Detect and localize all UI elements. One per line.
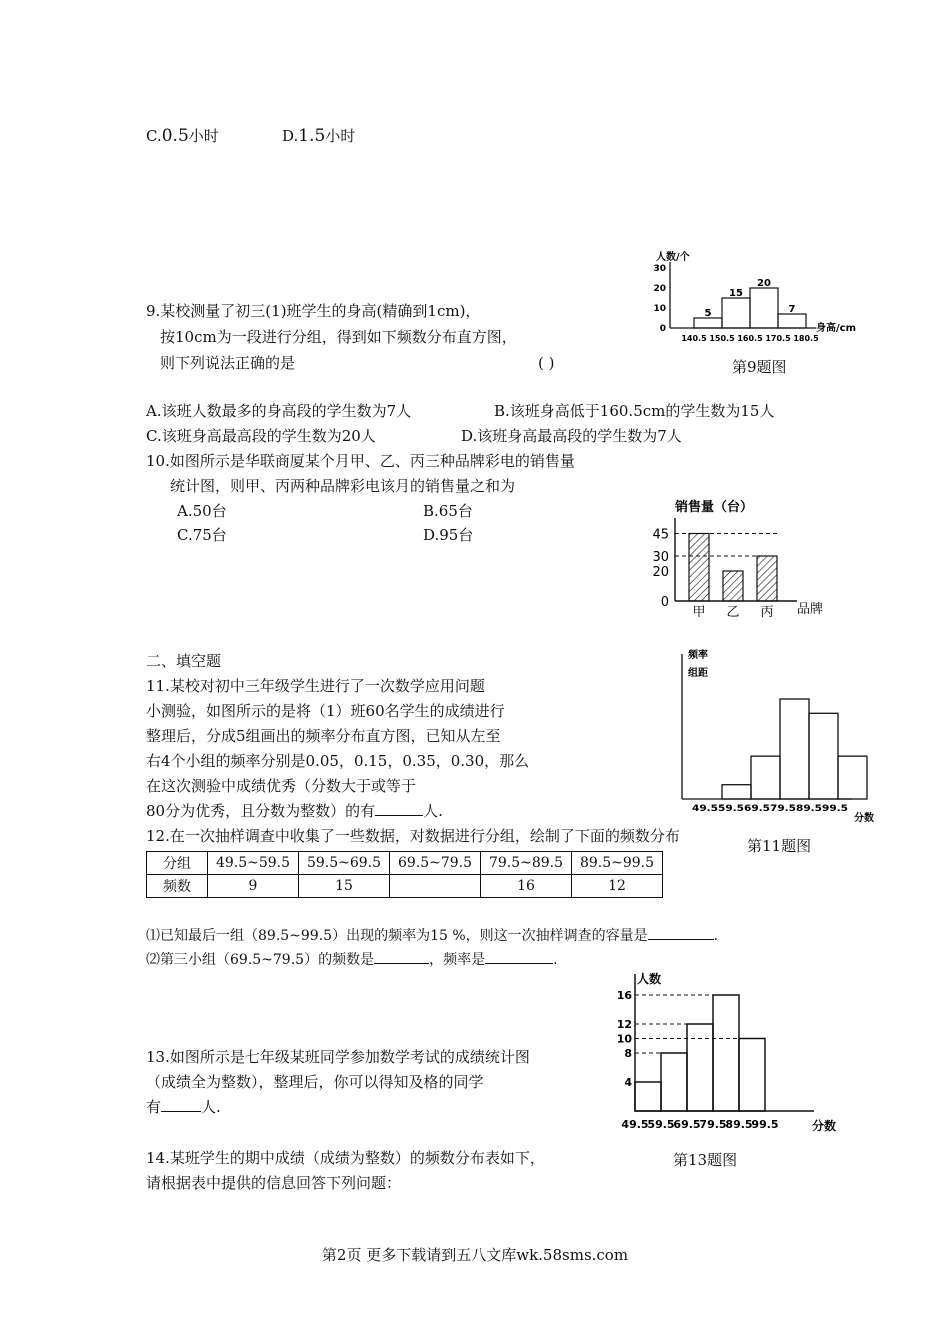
q8-option-c-value: 0.5 <box>161 126 189 146</box>
q10-line-2: 统计图，则甲、丙两种品牌彩电该月的销售量之和为 <box>170 477 516 495</box>
y-axis-label-bottom: 组距 <box>688 668 708 679</box>
q12-sub-2 <box>146 949 558 970</box>
histogram-bar <box>687 1024 713 1111</box>
y-axis-label-top: 频率 <box>688 650 708 661</box>
q9-option-d: D.该班身高最高段的学生数为7人 <box>461 427 682 445</box>
page-footer: 第2页 更多下载请到五八文库wk.58sms.com <box>321 1246 629 1264</box>
q11-line-2: 小测验，如图所示的是将（1）班60名学生的成绩进行 <box>146 702 505 720</box>
x-category-label: 丙 <box>760 605 774 619</box>
histogram-bar <box>722 785 751 799</box>
q9-figure-caption: 第9题图 <box>732 358 787 376</box>
table-cell: 9 <box>208 875 299 898</box>
q13-figure-caption: 第13题图 <box>673 1151 738 1169</box>
q11-line-1: 11.某校对初中三年级学生进行了一次数学应用问题 <box>146 677 485 695</box>
table-cell: 49.5~59.5 <box>208 852 299 875</box>
q12-sample-size-blank[interactable] <box>648 925 714 940</box>
q12-sub-1-text: ⑴已知最后一组（89.5~99.5）出现的频率为15 %，则这一次抽样调查的容量是 <box>146 928 648 944</box>
q8-option-d-value: 1.5 <box>298 126 326 146</box>
q9-height-histogram <box>640 250 865 350</box>
x-axis-label: 分数 <box>854 813 874 824</box>
y-axis-label: 人数/个 <box>656 252 690 263</box>
histogram-bar <box>661 1053 687 1111</box>
q8-option-d-letter: D. <box>282 127 299 145</box>
q11-line-6-end: 人. <box>423 802 443 820</box>
sales-bar <box>689 534 709 602</box>
histogram-bar <box>809 713 838 799</box>
q10-option-c: C.75台 <box>177 526 227 544</box>
q14-line-1: 14.某班学生的期中成绩（成绩为整数）的频数分布表如下， <box>146 1149 545 1167</box>
q8-option-c <box>146 126 219 146</box>
q10-line-1: 10.如图所示是华联商厦某个月甲、乙、丙三种品牌彩电的销售量 <box>146 452 575 470</box>
y-tick-label: 45 <box>652 527 669 543</box>
histogram-bar <box>722 298 750 328</box>
q9-line-3: 则下列说法正确的是 <box>160 354 296 372</box>
q12-sub-2-mid: ，频率是 <box>429 952 486 968</box>
q9-option-c: C.该班身高最高段的学生数为20人 <box>146 427 376 445</box>
x-tick-label: 99.5 <box>751 1118 779 1131</box>
q9-option-a: A.该班人数最多的身高段的学生数为7人 <box>146 402 412 420</box>
histogram-bar <box>635 1082 661 1111</box>
histogram-bar <box>739 1039 765 1112</box>
bar-value-label: 20 <box>757 278 771 289</box>
y-tick-label: 0 <box>659 324 666 334</box>
y-tick-label: 16 <box>616 989 632 1002</box>
q11-line-4: 右4个小组的频率分别是0.05，0.15，0.35，0.30，那么 <box>146 752 530 770</box>
q10-sales-bar-chart <box>645 494 845 619</box>
y-tick-label: 10 <box>616 1032 632 1046</box>
q13-line-2: （成绩全为整数），整理后，你可以得知及格的同学 <box>146 1073 484 1091</box>
y-axis-label: 销售量（台） <box>675 500 754 515</box>
y-tick-label: 12 <box>616 1018 632 1031</box>
q9-answer-paren: ( ) <box>538 354 555 372</box>
y-tick-label: 30 <box>652 550 669 565</box>
histogram-bar <box>780 699 809 799</box>
section-fill-in-title: 二、填空题 <box>146 652 222 670</box>
x-tick-label: 160.5 <box>737 334 763 343</box>
q11-frequency-histogram <box>672 646 892 831</box>
q14-line-2: 请根据表中提供的信息回答下列问题： <box>146 1174 402 1192</box>
histogram-bar <box>713 995 739 1111</box>
q13-line-3-end: 人. <box>201 1098 221 1116</box>
x-tick-label: 59.5 <box>647 1118 675 1131</box>
x-tick-label: 79.5 <box>699 1118 727 1131</box>
q10-option-a: A.50台 <box>177 502 227 520</box>
bar-value-label: 7 <box>788 304 796 315</box>
q13-line-1: 13.如图所示是七年级某班同学参加数学考试的成绩统计图 <box>146 1048 530 1066</box>
q11-line-5: 在这次测验中成绩优秀（分数大于或等于 <box>146 777 417 795</box>
x-category-label: 乙 <box>726 605 740 619</box>
q9-line-2: 按10cm为一段进行分组，得到如下频数分布直方图， <box>160 328 517 346</box>
y-axis-label: 人数 <box>637 972 662 986</box>
sales-bar <box>723 571 743 601</box>
q8-option-d-unit: 小时 <box>325 127 356 145</box>
table-cell: 15 <box>299 875 390 898</box>
table-header-cell: 频数 <box>147 875 208 898</box>
y-tick-label: 4 <box>624 1076 632 1089</box>
q10-option-b: B.65台 <box>423 502 473 520</box>
table-cell: 79.5~89.5 <box>481 852 572 875</box>
histogram-bar <box>694 318 722 328</box>
q13-line-3-text: 有 <box>146 1098 162 1116</box>
q12-sub-1 <box>146 925 718 946</box>
x-tick-label: 180.5 <box>793 334 819 343</box>
x-tick-label: 49.5 <box>621 1118 649 1131</box>
q12-frequency-table <box>146 851 663 898</box>
q12-sub-2-end: . <box>553 952 558 968</box>
histogram-bar <box>778 314 806 328</box>
q10-option-d: D.95台 <box>423 526 474 544</box>
y-tick-label: 10 <box>653 304 666 314</box>
q13-line-3 <box>146 1097 221 1117</box>
bar-value-label: 5 <box>704 308 712 319</box>
q12-frequency-rate-blank[interactable] <box>485 949 553 964</box>
q8-option-d <box>282 126 355 146</box>
q11-answer-blank[interactable] <box>375 801 423 816</box>
y-tick-label: 8 <box>624 1047 632 1060</box>
q12-frequency-count-blank[interactable] <box>374 949 429 964</box>
bar-value-label: 15 <box>729 288 743 299</box>
q11-line-6 <box>146 801 443 821</box>
table-cell: 12 <box>572 875 663 898</box>
histogram-bar <box>751 756 780 799</box>
x-axis-label: 身高/cm <box>816 323 856 334</box>
q8-option-c-unit: 小时 <box>188 127 219 145</box>
y-tick-label: 20 <box>652 565 669 580</box>
table-row <box>147 852 663 875</box>
table-cell: 16 <box>481 875 572 898</box>
x-tick-label: 170.5 <box>765 334 791 343</box>
table-cell: 69.5~79.5 <box>390 852 481 875</box>
y-tick-label: 20 <box>653 284 666 294</box>
x-tick-label: 69.5 <box>673 1118 701 1131</box>
q12-sub-1-end: . <box>713 928 719 944</box>
histogram-bar <box>750 288 778 328</box>
table-cell: 89.5~99.5 <box>572 852 663 875</box>
q11-line-6-text: 80分为优秀，且分数为整数）的有 <box>146 802 376 820</box>
q12-sub-2-text: ⑵第三小组（69.5~79.5）的频数是 <box>146 952 375 968</box>
table-header-cell: 分组 <box>147 852 208 875</box>
table-row <box>147 875 663 898</box>
q12-line-1: 12.在一次抽样调查中收集了一些数据，对数据进行分组，绘制了下面的频数分布 <box>146 827 680 845</box>
y-tick-label: 0 <box>660 595 669 610</box>
x-tick-label: 89.5 <box>725 1118 753 1131</box>
q11-figure-caption: 第11题图 <box>747 837 812 855</box>
q8-option-c-letter: C. <box>146 127 162 145</box>
histogram-bar <box>838 756 867 799</box>
x-category-label: 甲 <box>692 605 706 619</box>
y-tick-label: 30 <box>653 264 666 274</box>
table-cell-blank[interactable] <box>390 875 481 898</box>
q11-line-3: 整理后，分成5组画出的频率分布直方图，已知从左至 <box>146 727 501 745</box>
x-tick-label: 150.5 <box>709 334 735 343</box>
x-tick-labels: 49.559.569.579.589.599.5 <box>692 804 848 814</box>
q13-answer-blank[interactable] <box>161 1097 201 1112</box>
table-cell: 59.5~69.5 <box>299 852 390 875</box>
q9-option-b: B.该班身高低于160.5cm的学生数为15人 <box>494 402 775 420</box>
x-axis-label: 品牌 <box>797 602 824 617</box>
x-tick-label: 140.5 <box>681 334 707 343</box>
sales-bar <box>757 556 777 601</box>
q13-score-histogram <box>610 968 850 1138</box>
q9-line-1: 9.某校测量了初三(1)班学生的身高(精确到1cm)， <box>146 302 481 320</box>
x-axis-label: 分数 <box>812 1119 837 1133</box>
